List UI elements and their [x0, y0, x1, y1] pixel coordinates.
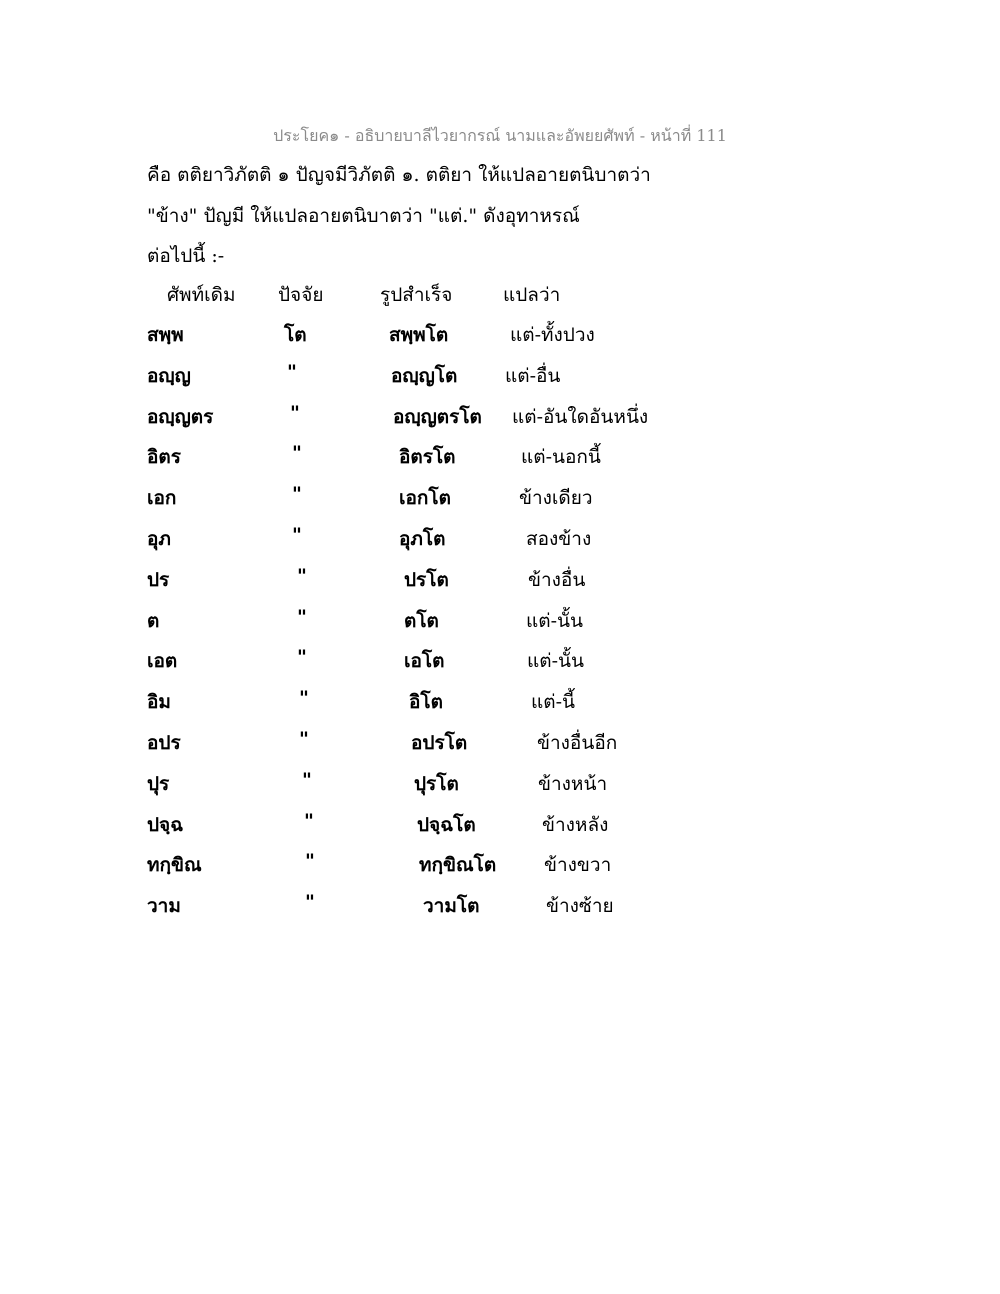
- table-row: [0, 565, 1000, 605]
- meaning-cell: สองข้าง: [526, 528, 592, 550]
- table-row: [0, 769, 1000, 809]
- meaning-cell: ข้างอื่นอีก: [537, 732, 618, 754]
- suffix-cell: ": [292, 483, 302, 506]
- meaning-cell: แต่-ทั้งปวง: [510, 324, 595, 346]
- suffix-cell: ": [305, 891, 315, 914]
- meaning-cell: แต่-นี้: [531, 691, 575, 714]
- suffix-cell: ": [290, 401, 300, 424]
- intro-line-1: คือ ตติยาวิภัตติ ๑ ปัญจมีวิภัตติ ๑. ตติยา ให้แปลอายตนิบาตว่า: [147, 164, 651, 186]
- column-header-result-form: รูปสำเร็จ: [380, 284, 453, 306]
- result-form-cell: วามโต: [423, 895, 480, 918]
- table-row: [0, 850, 1000, 890]
- suffix-cell: ": [297, 605, 307, 628]
- table-row: [0, 728, 1000, 768]
- result-form-cell: อิตรโต: [399, 446, 456, 469]
- result-form-cell: อุภโต: [399, 528, 446, 550]
- base-word-cell: อปร: [147, 732, 181, 754]
- meaning-cell: แต่-นั้น: [527, 650, 584, 673]
- base-word-cell: ทกฺขิณ: [147, 854, 202, 877]
- result-form-cell: สพฺพโต: [389, 324, 449, 346]
- base-word-cell: สพฺพ: [147, 324, 184, 346]
- meaning-cell: ข้างหลัง: [542, 813, 609, 836]
- meaning-cell: แต่-อื่น: [505, 364, 561, 387]
- table-row: [0, 483, 1000, 523]
- base-word-cell: อิตร: [147, 446, 181, 469]
- base-word-cell: อญฺญตร: [147, 405, 214, 428]
- meaning-cell: ข้างหน้า: [538, 772, 608, 795]
- result-form-cell: ปรโต: [404, 568, 449, 591]
- table-row: [0, 810, 1000, 850]
- meaning-cell: ข้างซ้าย: [546, 895, 614, 918]
- result-form-cell: ทกฺขิณโต: [419, 854, 497, 877]
- base-word-cell: อุภ: [147, 528, 171, 550]
- result-form-cell: ตโต: [404, 609, 439, 632]
- meaning-cell: แต่-นั้น: [526, 609, 583, 632]
- table-row: [0, 361, 1000, 401]
- suffix-cell: ": [292, 442, 302, 465]
- table-row: [0, 891, 1000, 931]
- suffix-cell: ": [297, 646, 307, 669]
- meaning-cell: ข้างเดียว: [519, 487, 593, 510]
- base-word-cell: ต: [147, 609, 160, 632]
- suffix-cell: ": [299, 687, 309, 710]
- table-row: [0, 442, 1000, 482]
- base-word-cell: ปจฺฉ: [147, 813, 184, 836]
- suffix-cell: ": [304, 809, 314, 832]
- base-word-cell: อญฺญ: [147, 364, 191, 387]
- meaning-cell: แต่-อันใดอันหนึ่ง: [512, 405, 649, 428]
- base-word-cell: ปุร: [147, 772, 170, 795]
- table-row: [0, 646, 1000, 686]
- table-row: [0, 687, 1000, 727]
- suffix-cell: ": [305, 850, 315, 873]
- base-word-cell: อิม: [147, 691, 171, 714]
- result-form-cell: ปจฺฉโต: [417, 813, 476, 836]
- meaning-cell: ข้างขวา: [544, 854, 612, 877]
- table-row: [0, 606, 1000, 646]
- suffix-cell: ": [292, 524, 302, 546]
- meaning-cell: แต่-นอกนี้: [521, 446, 601, 469]
- result-form-cell: เอกโต: [399, 487, 451, 510]
- column-header-base-word: ศัพท์เดิม: [167, 284, 236, 306]
- result-form-cell: เอโต: [404, 650, 445, 673]
- base-word-cell: ปร: [147, 568, 170, 591]
- suffix-cell: ": [287, 360, 297, 383]
- result-form-cell: อญฺญโต: [391, 364, 458, 387]
- result-form-cell: อญฺญตรโต: [393, 405, 482, 428]
- base-word-cell: วาม: [147, 895, 181, 918]
- suffix-cell: โต: [284, 324, 307, 346]
- base-word-cell: เอก: [147, 487, 177, 510]
- intro-line-2: "ข้าง" ปัญมี ให้แปลอายตนิบาตว่า "แต่." ดังอุทาหรณ์: [147, 205, 580, 227]
- meaning-cell: ข้างอื่น: [528, 568, 586, 591]
- column-header-suffix: ปัจจัย: [278, 284, 324, 306]
- table-row: [0, 402, 1000, 442]
- suffix-cell: ": [297, 564, 307, 587]
- table-row: [0, 524, 1000, 564]
- column-header-meaning: แปลว่า: [503, 284, 561, 306]
- suffix-cell: ": [299, 728, 309, 750]
- base-word-cell: เอต: [147, 650, 178, 673]
- suffix-cell: ": [302, 768, 312, 791]
- result-form-cell: อปรโต: [411, 732, 468, 754]
- result-form-cell: ปุรโต: [414, 772, 459, 795]
- intro-line-3: ต่อไปนี้ :-: [147, 245, 225, 267]
- table-row: [0, 320, 1000, 360]
- result-form-cell: อิโต: [409, 691, 443, 714]
- page-header: ประโยค๑ - อธิบายบาลีไวยากรณ์ นามและอัพยยศัพท์ - หน้าที่ 111: [273, 126, 727, 145]
